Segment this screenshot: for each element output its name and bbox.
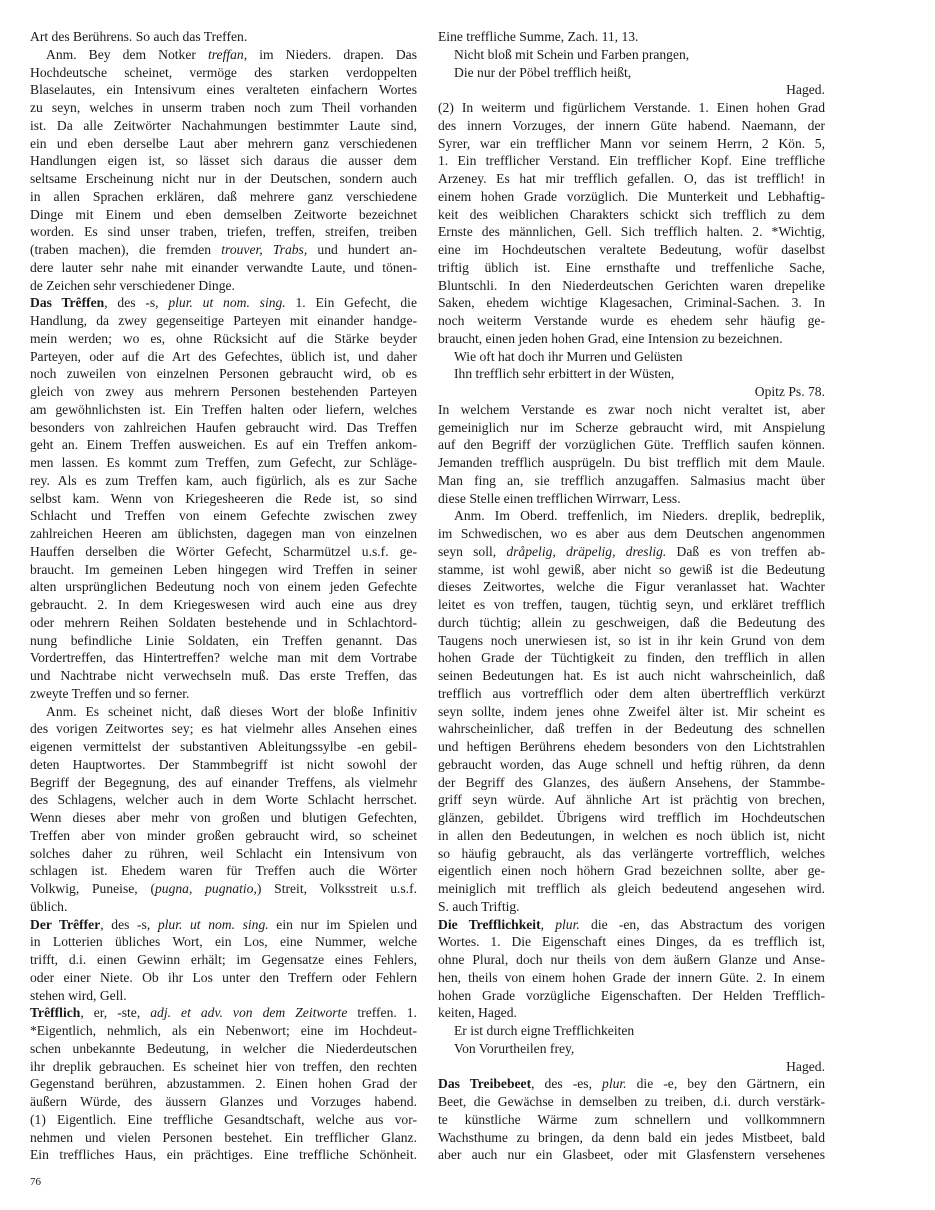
- text-line: mein werden; wo es, ohne Rücksicht auf die Stärke beyder: [30, 330, 417, 346]
- text-line: de Zeichen sehr verschiedener Dinge.: [30, 277, 235, 293]
- text-line: seltsame Erscheinung nicht nur in der Deutschen, sondern auch: [30, 171, 417, 186]
- text-line: nehmen und vielen Personen bestehet. Ein trefflicher Glanz.: [30, 1129, 417, 1145]
- text-line: Das Trêffen, des -s, plur. ut nom. sing. 1. Ein Gefecht, die: [30, 295, 417, 311]
- text-line: eine im Hochdeutschen veraltete Bedeutung, wofür daselbst: [438, 242, 825, 257]
- text-line: Der Trêffer, des -s, plur. ut nom. sing. ein nur im Spielen und: [30, 916, 417, 932]
- text-line: gleich von zwey aus mehrern Personen bestehenden Parteyen: [30, 384, 417, 399]
- text-line: Beet, die Gewächse in demselben zu treiben, d.i. durch verstärk-: [438, 1094, 825, 1109]
- text-line: Art des Berührens. So auch das Treffen.: [30, 29, 248, 44]
- text-line: Ein treffliches Haus, ein prächtiges. Eine treffliche Schönheit.: [30, 1147, 417, 1163]
- text-line: hohen Grade vorzügliche Eigenschaften. Der Helden Trefflich-: [438, 987, 825, 1003]
- text-line: solches daher zu rühren, weil Schlacht ein Intensivum von: [30, 845, 417, 861]
- text-line: eigentlich einen noch höhern Grad bezeichnen sollte, aber ge-: [438, 863, 825, 879]
- text-line: Wenn dieses aber mehr von großen und blutigen Gefechten,: [30, 810, 417, 825]
- text-line: Hochdeutsche scheinet, vermöge des starken verdoppelten: [30, 64, 417, 80]
- text-line: (traben machen), die fremden trouver, Trabs, und hundert an-: [30, 242, 417, 257]
- text-line: gemeiniglich nur im Scherze gebraucht wird, mit Anspielung: [438, 419, 825, 435]
- text-line: Haged.: [786, 1058, 825, 1074]
- text-line: so häufig gebraucht, als das verlängerte vortrefflich, welches: [438, 845, 825, 861]
- page-number: 76: [30, 1176, 41, 1188]
- text-line: ohne Plural, doch nur theils von dem äußern Glanze und Anse-: [438, 952, 825, 967]
- text-line: Treffen aber von minder großen gebraucht wird, so scheinet: [30, 827, 417, 843]
- text-line: trefflich aus vortrefflich oder dem alten übertrefflich verkürzt: [438, 685, 825, 701]
- text-line: Wortes. 1. Die Eigenschaft eines Dinges, da es trefflich ist,: [438, 934, 825, 950]
- text-line: zu seyn, welches in unserm traben noch zum Theil vorhanden: [30, 100, 417, 115]
- text-line: In welchem Verstande es zwar noch nicht veraltet ist, aber: [438, 401, 825, 417]
- text-line: Das Treibebeet, des -es, plur. die -e, bey den Gärtnern, ein: [438, 1076, 825, 1092]
- text-line: in allen Sprachen erklären, daß mehrere ganz verschiedene: [30, 188, 417, 204]
- text-line: alten ursprünglichen Bedeutung noch von einem jeden Gefechte: [30, 579, 417, 595]
- text-line: triftig üblich ist. Eine ernsthafte und treffenliche Sache,: [438, 259, 825, 275]
- text-line: Gegenstand berühren, abzustammen. 2. Einen hohen Grad der: [30, 1076, 417, 1092]
- text-line: in allen den Bedeutungen, in welchen es noch üblich ist, nicht: [438, 827, 825, 843]
- text-line: noch zuweilen von einzelnen Personen gebraucht wird, ob es: [30, 366, 417, 382]
- text-line: men lassen. Es kommt zum Treffen, zum Gefecht, zur Schläge-: [30, 455, 417, 470]
- text-line: Man fing an, sie trefflich anzugaffen. Salmasius macht über: [438, 472, 825, 488]
- text-line: durch tüchtig; allein zu geschweigen, daß die Bedeutung des: [438, 614, 825, 630]
- text-line: Die nur der Pöbel trefflich heißt,: [454, 64, 632, 80]
- text-line: Wie oft hat doch ihr Murren und Gelüsten: [454, 348, 683, 364]
- text-line: Opitz Ps. 78.: [754, 384, 825, 399]
- text-line: *Eigentlich, nehmlich, als ein Nebenwort; eine im Hochdeut-: [30, 1023, 417, 1038]
- text-line: Jemanden trefflich ausprügeln. Du bist trefflich mit dem Maule.: [438, 455, 825, 470]
- text-line: Hauffen derselben die Wörter Gefecht, Scharmützel u.s.f. ge-: [30, 543, 417, 559]
- text-line: trifft, d.i. einen Gewinn erhält; im Gegensatze eines Fehlers,: [30, 952, 417, 967]
- text-line: aber auch nur ein Glasbeet, oder mit Glasfenstern versehenes: [438, 1147, 825, 1163]
- right-column: [438, 28, 825, 1164]
- text-line: rey. Als es zum Treffen kam, auch figürlich, als es zur Sache: [30, 472, 417, 488]
- text-line: des Schlagens, welcher auch in dem Worte Schlacht herrschet.: [30, 792, 417, 808]
- text-line: ist. Da alle Zeitwörter Nachahmungen bestimmter Laute sind,: [30, 117, 417, 133]
- text-line: hen, theils von einem hohen Grade der innern Güte. 2. In einem: [438, 969, 825, 985]
- left-column: [30, 28, 417, 1164]
- text-line: ihr dreplik gebrauchen. Es scheinet hier von treffen, den rechten: [30, 1058, 417, 1074]
- text-line: Anm. Im Oberd. treffenlich, im Nieders. dreplik, bedreplik,: [454, 508, 825, 524]
- text-line: schen unbekannte Bedeutung, in welcher die Niederdeutschen: [30, 1040, 417, 1056]
- text-line: Blaselautes, ein Intensivum eines veralteten einfachern Wortes: [30, 82, 417, 98]
- text-line: Nicht bloß mit Schein und Farben prangen,: [454, 46, 690, 62]
- text-line: worden. Es sind unser traben, triefen, treffen, streifen, treiben: [30, 224, 417, 240]
- text-line: eigenen vermittelst der substantiven Ableitungssylbe -en gebil-: [30, 739, 417, 754]
- text-line: gebraucht. 2. In dem Kriegeswesen wird auch eine aus drey: [30, 597, 417, 612]
- text-line: leitet es von treffen, taugen, tüchtig seyn, und erkläret trefflich: [438, 597, 825, 612]
- text-line: Eine treffliche Summe, Zach. 11, 13.: [438, 29, 639, 44]
- text-line: deten Hauptwortes. Der Stammbegriff ist nicht sowohl der: [30, 756, 417, 772]
- text-line: Bluntschli. In den Niederdeutschen Gerichten waren drepelike: [438, 277, 825, 293]
- text-line: schlagen ist. Ehedem waren für Treffen auch die Wörter: [30, 863, 417, 879]
- text-line: Handlung, da zwey gegenseitige Parteyen mit einander handge-: [30, 313, 417, 328]
- text-line: meiniglich mit trefflich als gleich bedeutend angesehen wird.: [438, 881, 825, 896]
- text-line: nung befindliche Linie Soldaten, ein Treffen genannt. Das: [30, 632, 417, 648]
- text-line: te künstliche Wärme zum schnellern und vollkommnern: [438, 1111, 825, 1127]
- text-line: (2) In weiterm und figürlichem Verstande. 1. Einen hohen Grad: [438, 100, 825, 115]
- text-line: Saken, ehedem wichtige Klagesachen, Criminal-Sachen. 3. In: [438, 295, 825, 311]
- text-line: gebraucht worden, das Auge schnell und heftig rühren, da denn: [438, 756, 825, 772]
- text-line: des innern Vorzuges, der innern Güte habend. Naemann, der: [438, 117, 825, 133]
- text-line: zahlreichen Heeren am üblichsten, dagegen man von einzelnen: [30, 526, 417, 541]
- text-line: Er ist durch eigne Trefflichkeiten: [454, 1023, 635, 1038]
- text-line: Volkwig, Puneise, (pugna, pugnatio,) Streit, Volksstreit u.s.f.: [30, 881, 417, 896]
- text-line: und heftigen Berührens ehedem besonders von den Lichtstrahlen: [438, 739, 825, 754]
- text-line: Haged.: [786, 82, 825, 98]
- text-line: Begriff der Begegnung, des auf einander Treffens, als vielmehr: [30, 774, 417, 790]
- text-line: noch weiterm Verstande wurde es ehedem sehr häufig ge-: [438, 313, 825, 328]
- text-line: seyn soll, dråpelig, dräpelig, dreslig. Daß es von treffen ab-: [438, 543, 825, 559]
- text-line: griff seyn würde. Auf ähnliche Art ist prächtig von brechen,: [438, 792, 825, 808]
- text-line: diese Stelle einen trefflichen Wirrwarr, Less.: [438, 490, 681, 506]
- text-line: Dinge mit Einem und eben demselben Zeitworte bezeichnet: [30, 206, 417, 222]
- text-line: seyn sollte, indem jenes ohne Zweifel älter ist. Mir scheint es: [438, 703, 825, 719]
- text-line: in Lotterien übliches Wort, ein Los, eine Nummer, welche: [30, 934, 417, 950]
- text-line: hohen Grade der Tüchtigkeit zu finden, den trefflich in allen: [438, 650, 825, 666]
- text-line: Taugens noch unerwiesen ist, so ist in ihr kein Grund von dem: [438, 632, 825, 648]
- text-line: braucht, einen jeden hohen Grad, eine Intension zu bezeichnen.: [438, 330, 783, 346]
- text-line: Arzeney. Es hat mir trefflich gefallen. O, das ist trefflich! in: [438, 171, 825, 186]
- text-line: keiten, Haged.: [438, 1005, 517, 1021]
- text-line: stamme, ist wohl gewiß, aber nicht so gewiß ist die Bedeutung: [438, 561, 825, 577]
- text-line: stehen wird, Gell.: [30, 987, 127, 1003]
- text-line: auf den Begriff der vorzüglichen Güte. Trefflich saufen können.: [438, 437, 825, 453]
- text-line: am gewöhnlichsten ist. Ein Treffen halten oder liefern, welches: [30, 401, 417, 417]
- text-line: (1) Eigentlich. Eine treffliche Gesandtschaft, welche aus vor-: [30, 1111, 417, 1127]
- text-line: Anm. Es scheinet nicht, daß dieses Wort der bloße Infinitiv: [46, 703, 417, 719]
- text-line: Parteyen, oder auf die Art des Gefechtes, üblich ist, und daher: [30, 348, 417, 364]
- text-line: Schlacht und Treffen von einem Gefechte zwischen zwey: [30, 508, 417, 524]
- text-line: wahrscheinlicher, daß treffen in der Bedeutung des schnellen: [438, 721, 825, 737]
- text-line: 1. Ein trefflicher Verstand. Ein trefflicher Kopf. Eine treffliche: [438, 153, 825, 169]
- text-line: braucht. Im gemeinen Leben hingegen wird Treffen in seiner: [30, 561, 417, 577]
- text-line: seinen Bedeutungen hat. Es ist auch nicht wahrscheinlich, daß: [438, 668, 825, 683]
- text-line: ein und eben derselbe Laut aber mehrern ganz verschiedenen: [30, 135, 417, 151]
- text-line: glänzen, gebildet. Übrigens wird trefflich im Hochdeutschen: [438, 810, 825, 825]
- text-line: besonders von zahlreichen Haufen gebraucht wird. Das Treffen: [30, 419, 417, 435]
- text-line: äußern Würde, des äussern Glanzes und Vorzuges habend.: [30, 1094, 417, 1109]
- text-line: Syrer, war ein trefflicher Mann vor seinem Herrn, 2 Kön. 5,: [438, 135, 825, 151]
- text-line: Handlungen eigen ist, so lässet sich daraus die ausser dem: [30, 153, 417, 169]
- text-line: Vordertreffen, das Hintertreffen? welche man mit dem Vortrabe: [30, 650, 417, 666]
- text-line: oder einer Niete. Ob ihr Los unter den Treffern oder Fehlern: [30, 969, 417, 985]
- text-line: selbst kam. Wenn von Kriegesheeren die Rede ist, so sind: [30, 490, 417, 506]
- text-line: geht an. Einem Treffen ausweichen. Es auf ein Treffen ankom-: [30, 437, 417, 453]
- text-line: dere lauter sehr nahe mit einander verwandte Laute, und tönen-: [30, 259, 417, 275]
- text-line: Wachsthume zu bringen, da denn bald ein jedes Mistbeet, bald: [438, 1129, 825, 1145]
- text-line: im Schwedischen, wo es aber aus dem Deutschen angenommen: [438, 526, 825, 541]
- text-line: und Nachtrabe nicht verwechseln muß. Das erste Treffen, das: [30, 668, 417, 683]
- text-line: oder mehrern Reihen Soldaten bestehende und in Schlachtord-: [30, 614, 417, 630]
- text-line: zweyte Treffen und so ferner.: [30, 685, 190, 701]
- text-line: Die Trefflichkeit, plur. die -en, das Abstractum des vorigen: [438, 916, 825, 932]
- text-line: der Begriff des Glanzes, des äußern Ansehens, der Stammbe-: [438, 774, 825, 790]
- text-line: dieses Zeitwortes, welche die Figur veranlasset hat. Wachter: [438, 579, 825, 595]
- text-line: üblich.: [30, 898, 68, 914]
- text-line: S. auch Triftig.: [438, 898, 520, 914]
- text-line: Trêfflich, er, -ste, adj. et adv. von dem Zeitworte treffen. 1.: [30, 1005, 417, 1021]
- text-line: Ernste des männlichen, Gell. Sich trefflich halten. 2. *Wichtig,: [438, 224, 825, 240]
- text-line: einem hohen Grade vorzüglich. Die Munterkeit und Lebhaftig-: [438, 188, 825, 204]
- text-line: Von Vorurtheilen frey,: [454, 1040, 575, 1056]
- text-line: des vorigen Zeitwortes sey; es hat vielmehr alles Ansehen eines: [30, 721, 417, 737]
- text-line: Anm. Bey dem Notker treffan, im Nieders. drapen. Das: [46, 46, 417, 62]
- text-line: keit des weiblichen Charakters schickt sich trefflich zu dem: [438, 206, 825, 222]
- text-line: Ihn trefflich sehr erbittert in der Wüsten,: [454, 366, 675, 382]
